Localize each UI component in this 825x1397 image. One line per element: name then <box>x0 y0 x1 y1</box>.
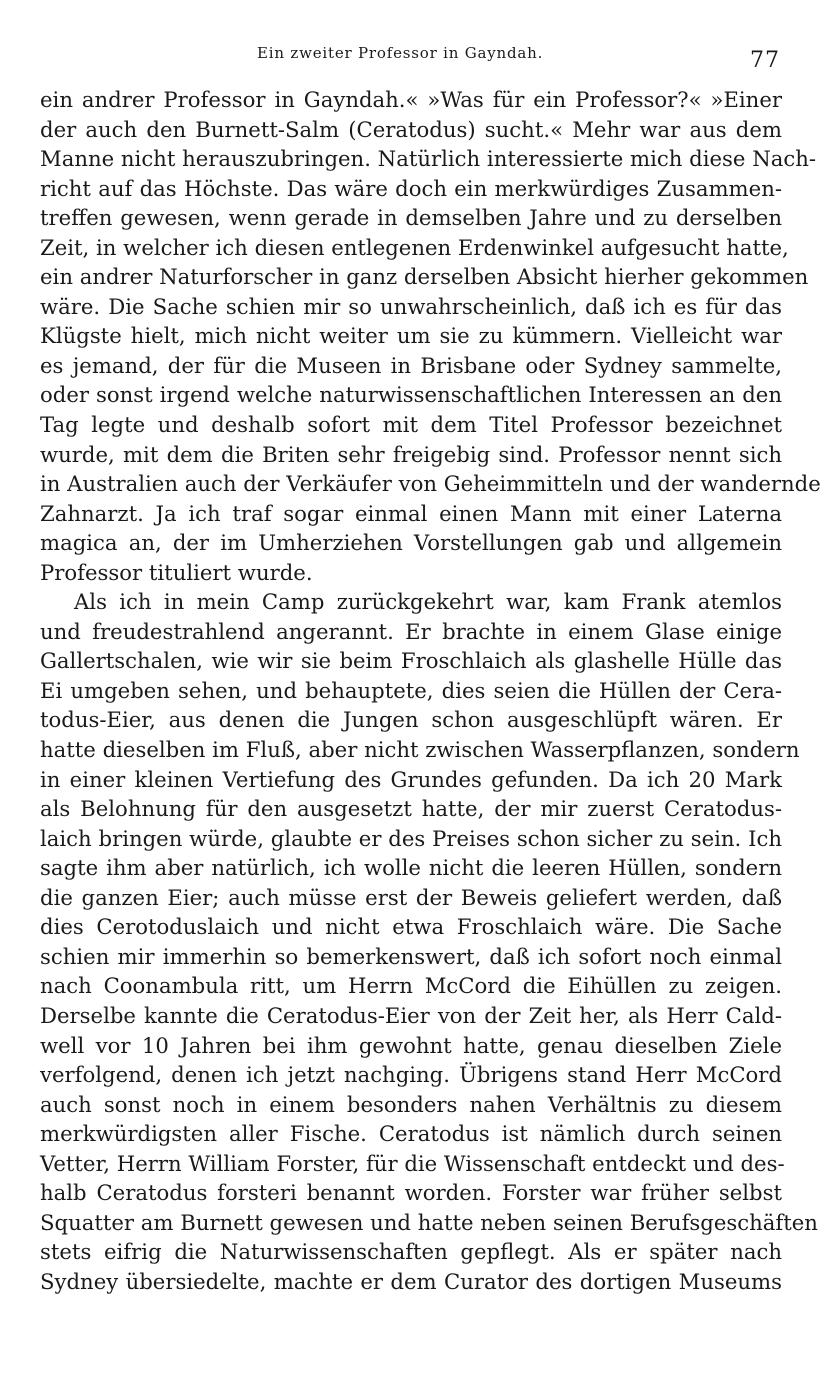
text-line: Tag legte und deshalb sofort mit dem Titel Professor bezeichnet <box>40 412 782 438</box>
text-line: richt auf das Höchste. Das wäre doch ein merkwürdiges Zusammen- <box>40 175 782 201</box>
text-line: magica an, der im Umherziehen Vorstellungen gab und allgemein <box>40 530 782 556</box>
text-line: Zahnarzt. Ja ich traf sogar einmal einen Mann mit einer Laterna <box>40 500 782 526</box>
paragraph <box>40 587 818 1296</box>
text-line: laich bringen würde, glaubte er des Preises schon sicher zu sein. Ich <box>40 825 782 851</box>
text-line: wäre. Die Sache schien mir so unwahrscheinlich, daß ich es für das <box>40 293 782 319</box>
text-line: in Australien auch der Verkäufer von Geheimmitteln und der wandernde <box>40 471 821 497</box>
text-line: Zeit, in welcher ich diesen entlegenen Erdenwinkel aufgesucht hatte, <box>40 234 789 260</box>
text-line: halb Ceratodus forsteri benannt worden. Forster war früher selbst <box>40 1180 782 1206</box>
text-line: treffen gewesen, wenn gerade in demselben Jahre und zu derselben <box>40 205 782 231</box>
text-line: auch sonst noch in einem besonders nahen Verhältnis zu diesem <box>40 1091 782 1117</box>
text-line: schien mir immerhin so bemerkenswert, daß ich sofort noch einmal <box>40 943 782 969</box>
text-line: Vetter, Herrn William Forster, für die Wissenschaft entdeckt und des- <box>40 1150 785 1176</box>
text-line: die ganzen Eier; auch müsse erst der Beweis geliefert werden, daß <box>40 884 782 910</box>
text-line: ein andrer Professor in Gayndah.« »Was für ein Professor?« »Einer <box>40 87 782 112</box>
text-line: verfolgend, denen ich jetzt nachging. Übrigens stand Herr McCord <box>40 1062 782 1088</box>
text-line: sagte ihm aber natürlich, ich wolle nicht die leeren Hüllen, sondern <box>40 855 782 881</box>
text-line: well vor 10 Jahren bei ihm gewohnt hatte, genau dieselben Ziele <box>40 1032 782 1058</box>
page-header <box>0 44 825 78</box>
text-line: Professor tituliert wurde. <box>40 559 313 585</box>
page-number: 77 <box>750 48 780 73</box>
body-text <box>40 85 821 1296</box>
text-line: wurde, mit dem die Briten sehr freigebig sind. Professor nennt sich <box>40 441 782 467</box>
text-line: und freudestrahlend angerannt. Er brachte in einem Glase einige <box>40 618 782 644</box>
text-line: Sydney übersiedelte, machte er dem Curator des dortigen Museums <box>40 1268 782 1294</box>
text-line: oder sonst irgend welche naturwissenschaftlichen Interessen an den <box>40 382 782 408</box>
text-line: in einer kleinen Vertiefung des Grundes gefunden. Da ich 20 Mark <box>40 766 782 792</box>
text-line: merkwürdigsten aller Fische. Ceratodus ist nämlich durch seinen <box>40 1121 782 1147</box>
text-line: dies Cerotoduslaich und nicht etwa Froschlaich wäre. Die Sache <box>40 914 782 940</box>
text-line: Squatter am Burnett gewesen und hatte neben seinen Berufsgeschäften <box>40 1209 818 1235</box>
text-line: Derselbe kannte die Ceratodus-Eier von der Zeit her, als Herr Cald- <box>40 1002 782 1028</box>
text-line: Als ich in mein Camp zurückgekehrt war, kam Frank atemlos <box>74 589 782 615</box>
text-line: Klügste hielt, mich nicht weiter um sie zu kümmern. Vielleicht war <box>40 323 782 349</box>
text-line: Gallertschalen, wie wir sie beim Froschlaich als glashelle Hülle das <box>40 648 782 674</box>
running-title: Ein zweiter Professor in Gayndah. <box>257 44 544 62</box>
text-line: ein andrer Naturforscher in ganz derselben Absicht hierher gekommen <box>40 264 809 290</box>
text-line: als Belohnung für den ausgesetzt hatte, der mir zuerst Ceratodus- <box>40 796 782 822</box>
text-line: stets eifrig die Naturwissenschaften gepflegt. Als er später nach <box>40 1239 782 1265</box>
text-line: der auch den Burnett-Salm (Ceratodus) sucht.« Mehr war aus dem <box>40 116 782 142</box>
paragraph <box>40 85 821 587</box>
text-line: todus-Eier, aus denen die Jungen schon ausgeschlüpft wären. Er <box>40 707 782 733</box>
text-line: Manne nicht herauszubringen. Natürlich interessierte mich diese Nach- <box>40 146 817 172</box>
text-line: nach Coonambula ritt, um Herrn McCord die Eihüllen zu zeigen. <box>40 973 782 999</box>
text-line: hatte dieselben im Fluß, aber nicht zwischen Wasserpflanzen, sondern <box>40 737 800 763</box>
text-line: Ei umgeben sehen, und behauptete, dies seien die Hüllen der Cera- <box>40 677 782 703</box>
text-line: es jemand, der für die Museen in Brisbane oder Sydney sammelte, <box>40 352 782 378</box>
